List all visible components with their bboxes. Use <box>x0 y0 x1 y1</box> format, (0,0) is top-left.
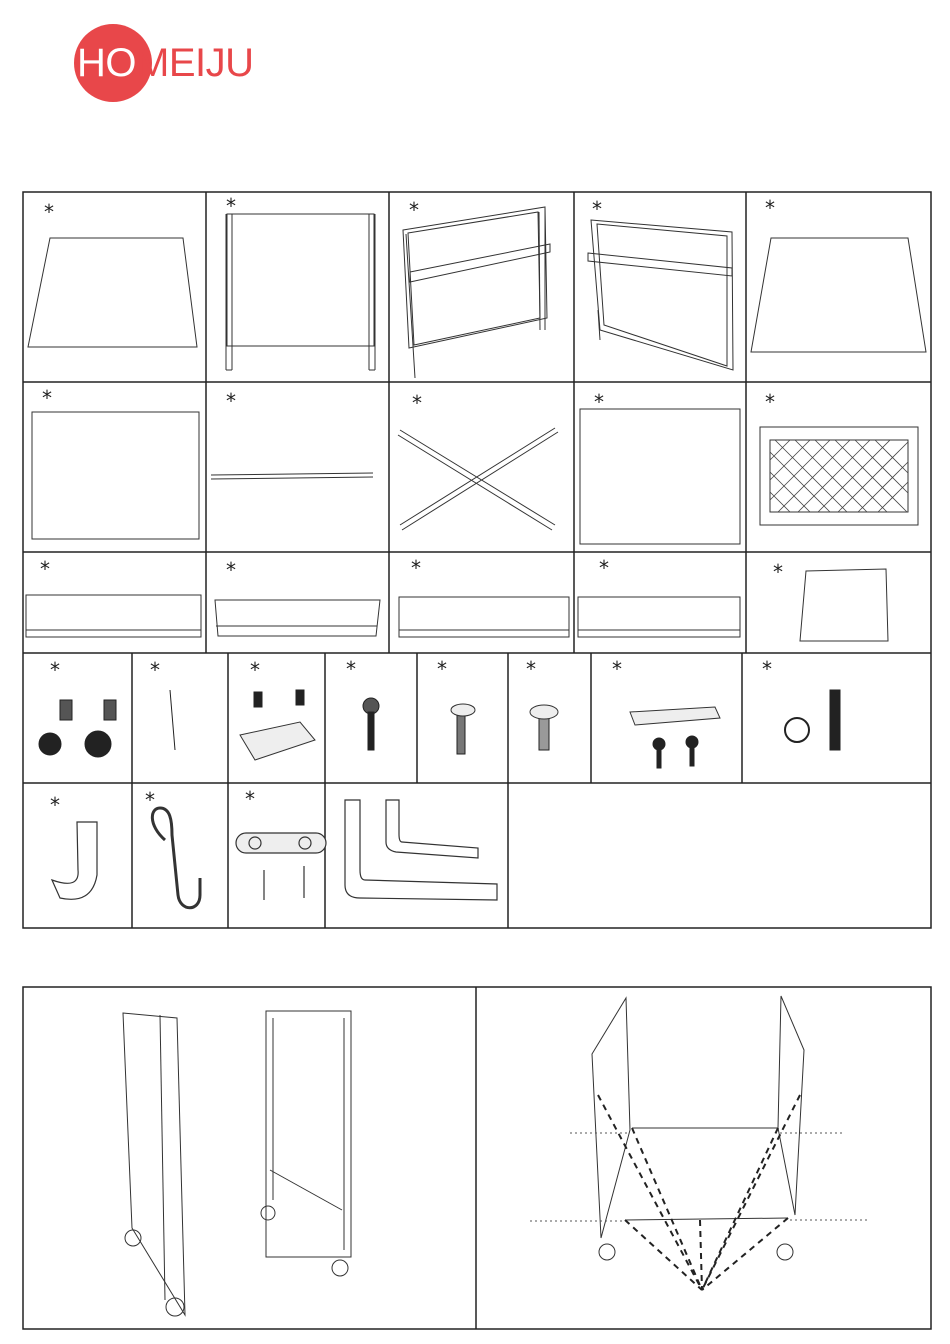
part-marker-star: * <box>409 198 419 222</box>
part-marker-star: * <box>612 657 622 681</box>
part-marker-star: * <box>150 658 160 682</box>
part-marker-star: * <box>226 558 236 582</box>
part-marker-star: * <box>594 390 604 414</box>
part-marker-star: * <box>250 658 260 682</box>
part-marker-star: * <box>226 389 236 413</box>
part-marker-star: * <box>411 556 421 580</box>
part-marker-star: * <box>346 657 356 681</box>
part-marker-star: * <box>42 386 52 410</box>
part-marker-star: * <box>145 788 155 812</box>
part-marker-star: * <box>50 793 60 817</box>
part-marker-star: * <box>526 657 536 681</box>
part-marker-star: * <box>437 657 447 681</box>
logo-text-part2: MEIJU <box>136 40 254 85</box>
part-marker-star: * <box>765 196 775 220</box>
side-panel-icon <box>28 238 197 347</box>
top-panel-icon <box>751 238 926 352</box>
part-marker-star: * <box>40 557 50 581</box>
logo-text-part1: HO <box>77 40 136 85</box>
part-marker-star: * <box>50 658 60 682</box>
part-marker-star: * <box>245 787 255 811</box>
part-marker-star: * <box>599 556 609 580</box>
part-marker-star: * <box>592 197 602 221</box>
part-marker-star: * <box>44 200 54 224</box>
part-marker-star: * <box>762 657 772 681</box>
part-marker-star: * <box>226 194 236 218</box>
part-marker-star: * <box>765 390 775 414</box>
part-marker-star: * <box>412 391 422 415</box>
part-marker-star: * <box>773 560 783 584</box>
